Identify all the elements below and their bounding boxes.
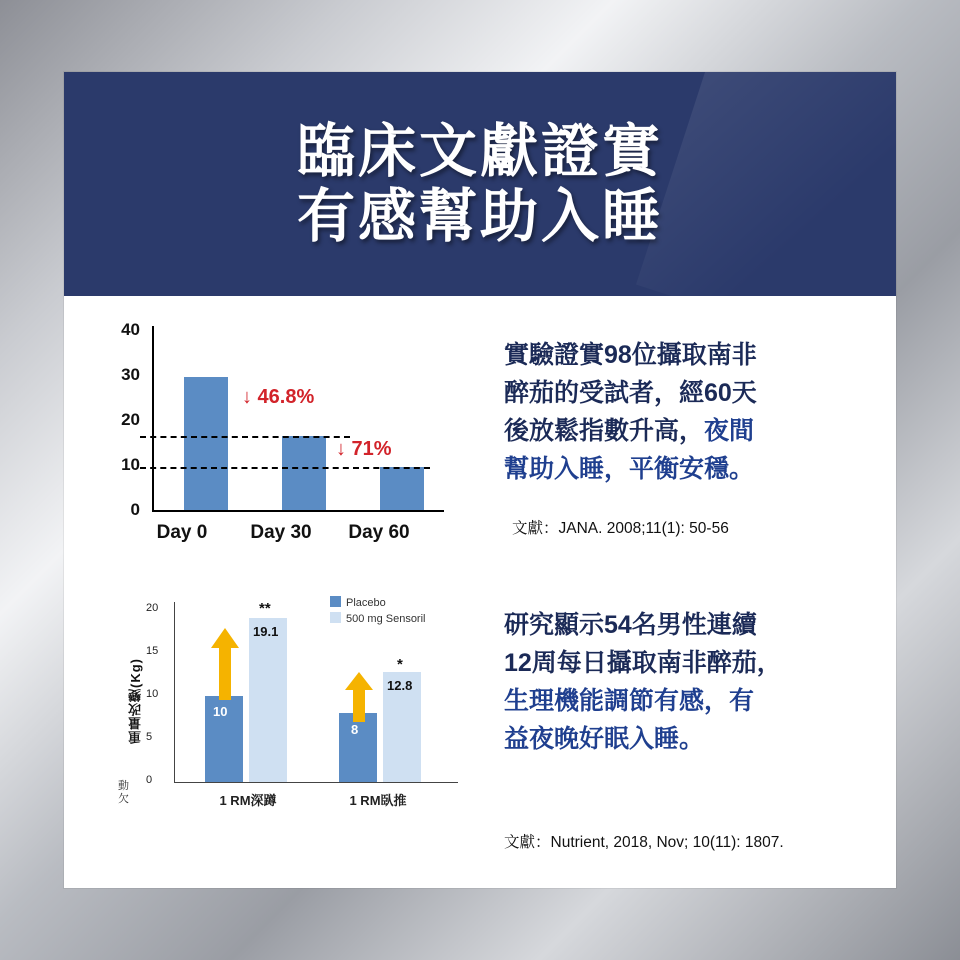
page-title-line-1: 臨床文獻證實 — [296, 117, 663, 186]
page-title-line-2: 有感幫助入睡 — [296, 182, 663, 250]
chart1-annotation-1: ↓ 46.8% — [242, 386, 315, 408]
paragraph-1 — [504, 336, 874, 488]
chart1-bar-day0 — [184, 377, 228, 510]
chart2-y-axis-label: 重量改變(Kg) — [128, 658, 143, 744]
chart2-ytick-0: 0 — [146, 774, 153, 786]
chart1-ytick-30: 30 — [121, 365, 140, 384]
chart2-value-squat-sensoril: 19.1 — [253, 624, 279, 639]
chart1-plot-area — [154, 330, 444, 510]
chart2-value-bench-placebo: 8 — [351, 722, 359, 737]
paragraph-2-line-3: 生理機能調節有感，有 — [504, 687, 755, 715]
chart1-bar-day60 — [380, 467, 424, 510]
reference-2: 文獻：Nutrient, 2018, Nov; 10(11): 1807. — [504, 834, 784, 851]
paragraph-2 — [504, 606, 884, 758]
chart2-legend-item-placebo — [330, 596, 426, 609]
paragraph-2-line-2: 12周每日攝取南非醉茄， — [504, 649, 782, 677]
chart2-x-axis — [174, 782, 458, 783]
chart2-bar-squat-sensoril — [249, 618, 287, 782]
content-card — [64, 72, 896, 888]
chart1-bar-day30 — [282, 436, 326, 510]
chart1-x-axis — [152, 510, 444, 512]
chart1-ytick-40: 40 — [121, 320, 140, 339]
chart2-value-squat-placebo: 10 — [213, 704, 228, 719]
chart2-significance-squat: ** — [259, 600, 271, 617]
chart1-ytick-0: 0 — [130, 500, 140, 519]
increase-arrow-squat-icon — [211, 628, 239, 700]
chart2-corner-note-line-2: 欠 — [118, 792, 129, 805]
paragraph-1-line-3 — [504, 412, 874, 450]
legend-label-sensoril: 500 mg Sensoril — [346, 613, 426, 625]
chart1-xlabel-day30: Day 30 — [250, 522, 312, 543]
chart1-xlabel-day60: Day 60 — [348, 522, 410, 543]
chart1-annotation-2: ↓ 71% — [336, 438, 392, 460]
chart2-ytick-20: 20 — [146, 602, 159, 614]
paragraph-1-line-2: 醉茄的受試者，經60天 — [504, 379, 757, 407]
chart2-ytick-5: 5 — [146, 731, 153, 743]
paragraph-1-line-3-highlight: 夜間 — [704, 417, 755, 445]
chart2-ytick-10: 10 — [146, 688, 159, 700]
chart1-xlabel-day0: Day 0 — [156, 522, 208, 543]
content-body — [64, 296, 896, 888]
paragraph-1-line-1: 實驗證實98位攝取南非 — [504, 341, 757, 369]
chart2-xlabel-squat: 1 RM深蹲 — [219, 793, 277, 808]
reference-1: 文獻：JANA. 2008;11(1): 50-56 — [512, 520, 729, 537]
chart2-xlabel-bench: 1 RM臥推 — [349, 793, 407, 808]
paragraph-2-line-4: 益夜晚好眠入睡。 — [504, 725, 705, 753]
chart2-ytick-15: 15 — [146, 645, 159, 657]
chart2-corner-note — [118, 780, 129, 805]
chart2-significance-bench: * — [397, 656, 403, 673]
chart-sleep-index — [104, 312, 504, 562]
chart1-ytick-10: 10 — [121, 455, 140, 474]
chart1-ytick-20: 20 — [121, 410, 140, 429]
chart-strength — [118, 574, 518, 834]
paragraph-1-line-3-plain: 後放鬆指數升高， — [504, 417, 705, 445]
header-banner — [64, 72, 896, 296]
legend-label-placebo: Placebo — [346, 597, 386, 609]
paragraph-1-line-4: 幫助入睡，平衡安穩。 — [504, 455, 755, 483]
increase-arrow-bench-icon — [345, 672, 373, 722]
chart2-value-bench-sensoril: 12.8 — [387, 678, 413, 693]
chart2-corner-note-line-1: 動 — [118, 780, 129, 792]
legend-swatch-placebo — [330, 596, 341, 607]
chart1-refline-1 — [140, 436, 350, 438]
chart1-refline-2 — [140, 467, 430, 469]
paragraph-2-line-1: 研究顯示54名男性連續 — [504, 611, 757, 639]
